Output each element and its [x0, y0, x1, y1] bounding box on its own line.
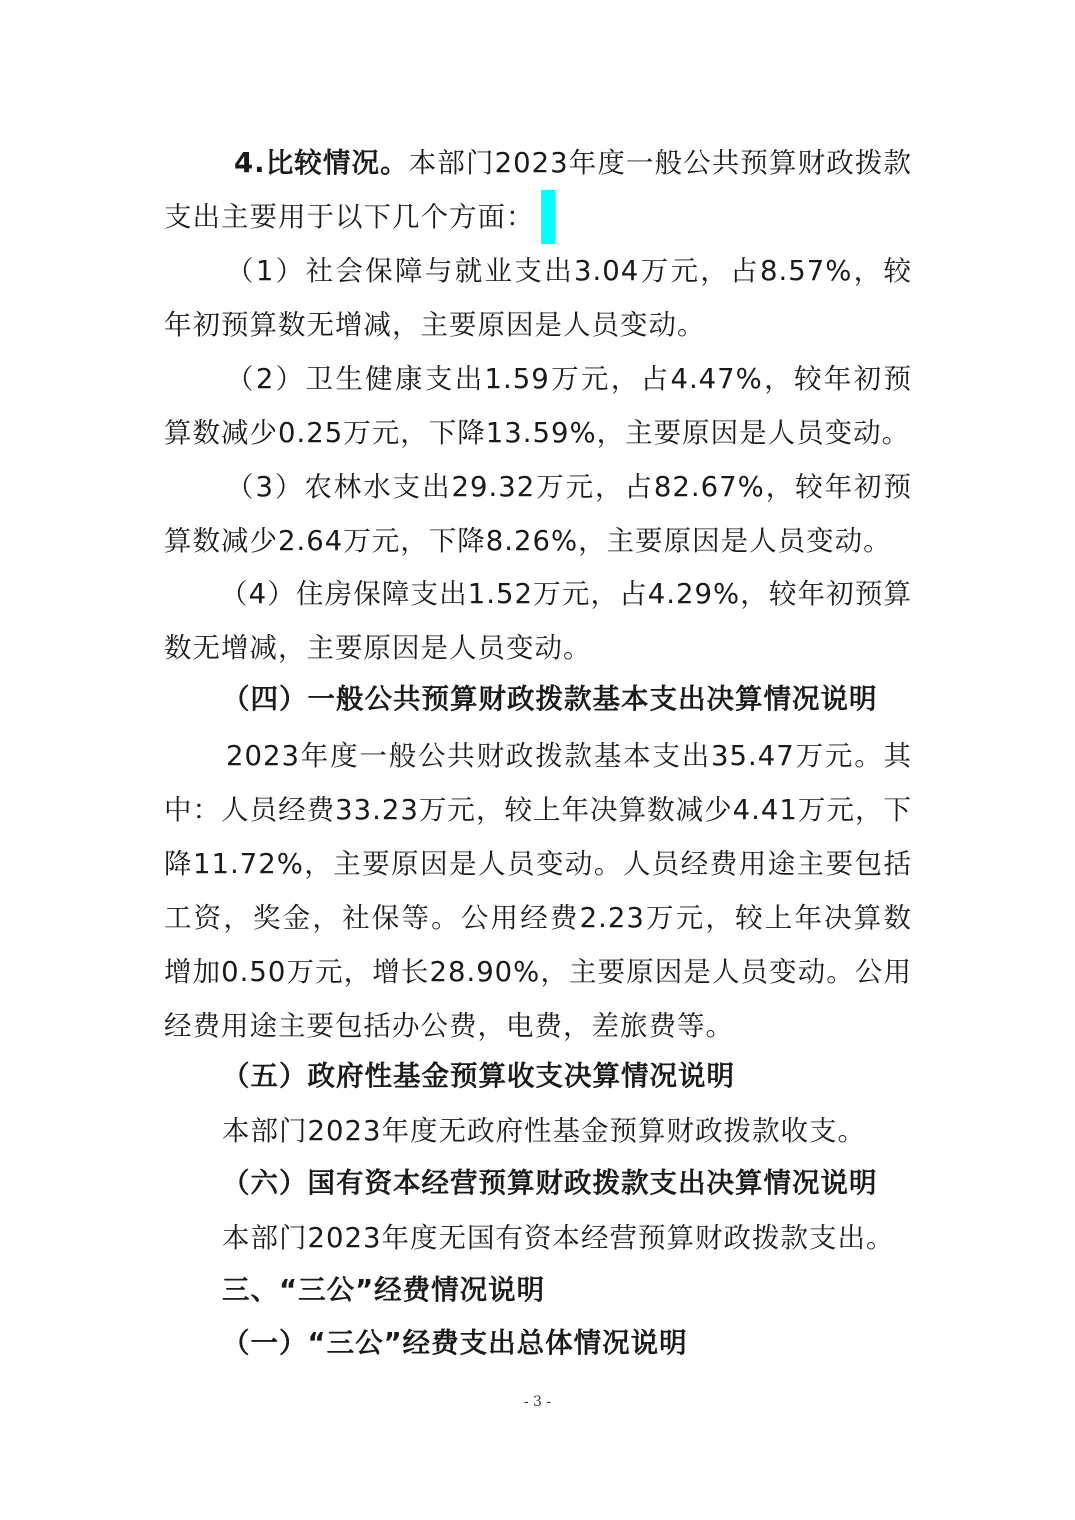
- item-social-security: （1）社会保障与就业支出3.04万元，占8.57%，较年初预算数无增减，主要原因是人员变动。: [164, 255, 912, 341]
- item-health: （2）卫生健康支出1.59万元，占4.47%，较年初预算数减少0.25万元，下降13.59%，主要原因是人员变动。: [164, 363, 912, 449]
- comparison-text: 本部门2023年度一般公共预算财政拨款支出主要用于以下几个方面：: [164, 147, 912, 233]
- paragraph-state-capital: 本部门2023年度无国有资本经营预算财政拨款支出。: [222, 1222, 895, 1254]
- item-agriculture: （3）农林水支出29.32万元，占82.67%，较年初预算数减少2.64万元，下降8.26%，主要原因是人员变动。: [164, 471, 912, 557]
- paragraph-government-fund: 本部门2023年度无政府性基金预算财政拨款收支。: [222, 1115, 866, 1147]
- paragraph-basic-expenditure: 2023年度一般公共财政拨款基本支出35.47万元。其中：人员经费33.23万元，较上年决算数减少4.41万元，下降11.72%，主要原因是人员变动。人员经费用途主要包括工资，奖金，社保等。公用经费2.23万元，较上年决算数增加0.50万元，增长28.90%，主要原因是人员变动。公用经费用途主要包括办公费，电费，差旅费等。: [164, 740, 912, 1042]
- item-housing: （4）住房保障支出1.52万元，占4.29%，较年初预算数无增减，主要原因是人员变动。: [164, 578, 912, 664]
- heading-three-public: 三、“三公”经费情况说明: [222, 1274, 546, 1306]
- page-number: - 3 -: [523, 1394, 552, 1410]
- heading-basic-expenditure: （四）一般公共预算财政拨款基本支出决算情况说明: [222, 683, 878, 715]
- comparison-lead: 4.比较情况。: [234, 147, 409, 179]
- heading-government-fund: （五）政府性基金预算收支决算情况说明: [222, 1060, 735, 1092]
- heading-state-capital: （六）国有资本经营预算财政拨款支出决算情况说明: [222, 1167, 878, 1199]
- heading-three-public-overall: （一）“三公”经费支出总体情况说明: [222, 1327, 688, 1359]
- text-cursor: [541, 190, 555, 244]
- paragraph-comparison: [164, 136, 912, 244]
